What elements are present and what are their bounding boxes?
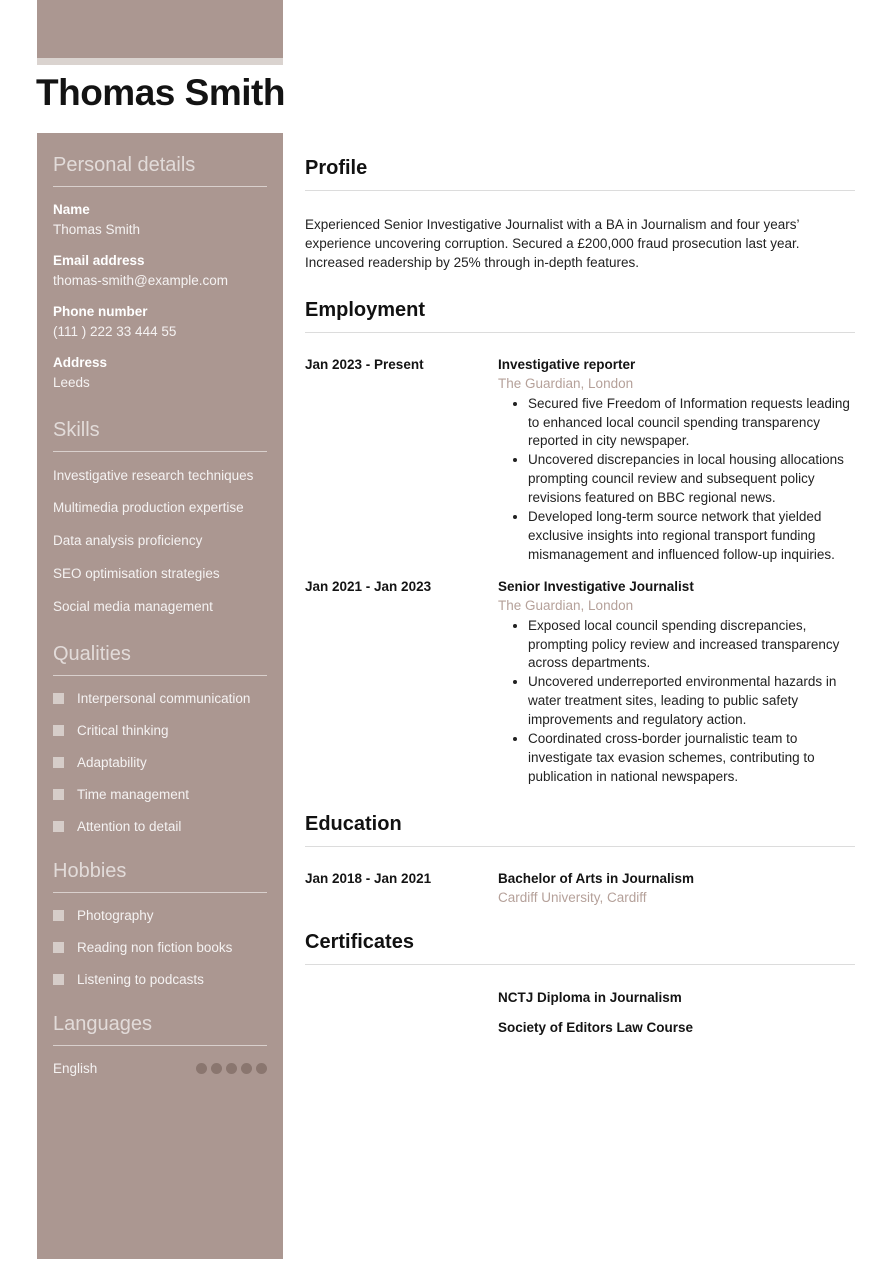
field-value: thomas-smith@example.com [53,272,229,288]
entry-body [498,990,855,1005]
field-address [53,355,267,393]
square-bullet-icon [53,693,64,704]
certificate-entry [305,990,855,1005]
field-value: (111 ) 222 33 444 55 [53,323,177,339]
square-bullet-icon [53,910,64,921]
field-value: Thomas Smith [53,222,141,237]
skills-heading: Skills [53,419,267,452]
skills-section [53,419,267,617]
field-name [53,202,267,240]
entry-title: Bachelor of Arts in Journalism [498,870,695,886]
hobby-label: Photography [77,908,154,924]
square-bullet-icon [53,942,64,953]
entry-period: Jan 2023 - Present [305,356,424,372]
hobby-label: Reading non fiction books [77,940,233,956]
entry-title: Senior Investigative Journalist [498,578,694,594]
languages-heading: Languages [53,1013,267,1046]
language-item [53,1061,267,1076]
entry-period-empty [305,1020,498,1035]
language-level-dots [196,1063,267,1074]
entry-body [498,579,855,787]
photo-placeholder [37,0,283,58]
quality-label: Adaptability [77,755,147,771]
entry-bullet: • Uncovered underreported environmental hazards in water treatment sites, leading to public safety improvements and regulatory action. [528,673,855,730]
language-name: English [53,1061,98,1077]
quality-label: Time management [77,787,190,803]
entry-organisation: The Guardian, London [498,375,634,391]
entry-bullet-list [498,617,855,787]
profile-heading: Profile [305,157,855,191]
certificates-heading: Certificates [305,931,855,965]
skill-item: Multimedia production expertise [53,500,244,516]
field-label: Address [53,354,108,370]
square-bullet-icon [53,725,64,736]
entry-body [498,871,855,905]
qualities-heading: Qualities [53,643,267,676]
field-label: Phone number [53,303,148,319]
quality-label: Critical thinking [77,723,169,739]
entry-bullet: • Coordinated cross-border journalistic team to investigate tax evasion schemes, contributing to publication in national newspapers. [528,730,855,787]
hobby-item [53,908,267,923]
entry-body [498,357,855,565]
quality-item [53,787,267,802]
qualities-section [53,643,267,834]
skill-item: Social media management [53,599,213,615]
field-email [53,253,267,291]
square-bullet-icon [53,789,64,800]
languages-section [53,1013,267,1076]
entry-bullet: • Uncovered discrepancies in local housing allocations prompting council review and subsequent policy revisions featured on BBC regional news. [528,451,855,508]
personal-details-heading: Personal details [53,154,267,187]
entry-body [498,1020,855,1035]
entry-bullet: • Developed long-term source network that yielded exclusive insights into regional transport funding mismanagement and influenced follow-up inquiries. [528,508,855,565]
quality-item [53,723,267,738]
skill-item: Data analysis proficiency [53,533,203,549]
employment-entry [305,579,855,787]
certificates-section [305,931,855,1035]
employment-heading: Employment [305,299,855,333]
education-entry [305,871,855,905]
level-dot-icon [241,1063,252,1074]
level-dot-icon [196,1063,207,1074]
quality-item [53,755,267,770]
main-column [305,157,855,1035]
personal-details-section [53,154,267,393]
entry-bullet-list [498,395,855,565]
entry-period: Jan 2021 - Jan 2023 [305,578,432,594]
quality-item [53,691,267,706]
field-phone [53,304,267,342]
entry-title: Investigative reporter [498,356,636,372]
quality-item [53,819,267,834]
field-value: Leeds [53,374,90,390]
square-bullet-icon [53,757,64,768]
quality-label: Attention to detail [77,819,182,835]
entry-organisation: The Guardian, London [498,597,634,613]
quality-label: Interpersonal communication [77,691,251,707]
profile-section [305,157,855,273]
entry-period-empty [305,990,498,1005]
entry-organisation: Cardiff University, Cardiff [498,889,647,905]
photo-placeholder-strip [37,58,283,65]
certificate-title: NCTJ Diploma in Journalism [498,989,682,1005]
skill-item: Investigative research techniques [53,467,254,483]
hobby-label: Listening to podcasts [77,972,204,988]
certificate-entry [305,1020,855,1035]
entry-bullet: • Exposed local council spending discrepancies, prompting policy review and increased transparency across departments. [528,617,855,674]
hobby-item [53,940,267,955]
hobby-item [53,972,267,987]
field-label: Email address [53,252,145,268]
profile-text: Experienced Senior Investigative Journalist with a BA in Journalism and four years’ experience uncovering corruption. Secured a £200,000 fraud prosecution last year. Increased readership by 25% through in-depth features. [305,217,800,270]
certificate-title: Society of Editors Law Course [498,1019,694,1035]
square-bullet-icon [53,821,64,832]
education-heading: Education [305,813,855,847]
page-title: Thomas Smith [36,72,285,113]
education-section [305,813,855,905]
sidebar [37,133,283,1259]
skill-item: SEO optimisation strategies [53,566,220,582]
field-label: Name [53,202,90,217]
entry-bullet: • Secured five Freedom of Information requests leading to enhanced local council spending transparency reported in city newspaper. [528,395,855,452]
hobbies-heading: Hobbies [53,860,267,893]
level-dot-icon [256,1063,267,1074]
employment-entry [305,357,855,565]
entry-period: Jan 2018 - Jan 2021 [305,870,432,886]
level-dot-icon [226,1063,237,1074]
hobbies-section [53,860,267,987]
level-dot-icon [211,1063,222,1074]
employment-section [305,299,855,787]
square-bullet-icon [53,974,64,985]
